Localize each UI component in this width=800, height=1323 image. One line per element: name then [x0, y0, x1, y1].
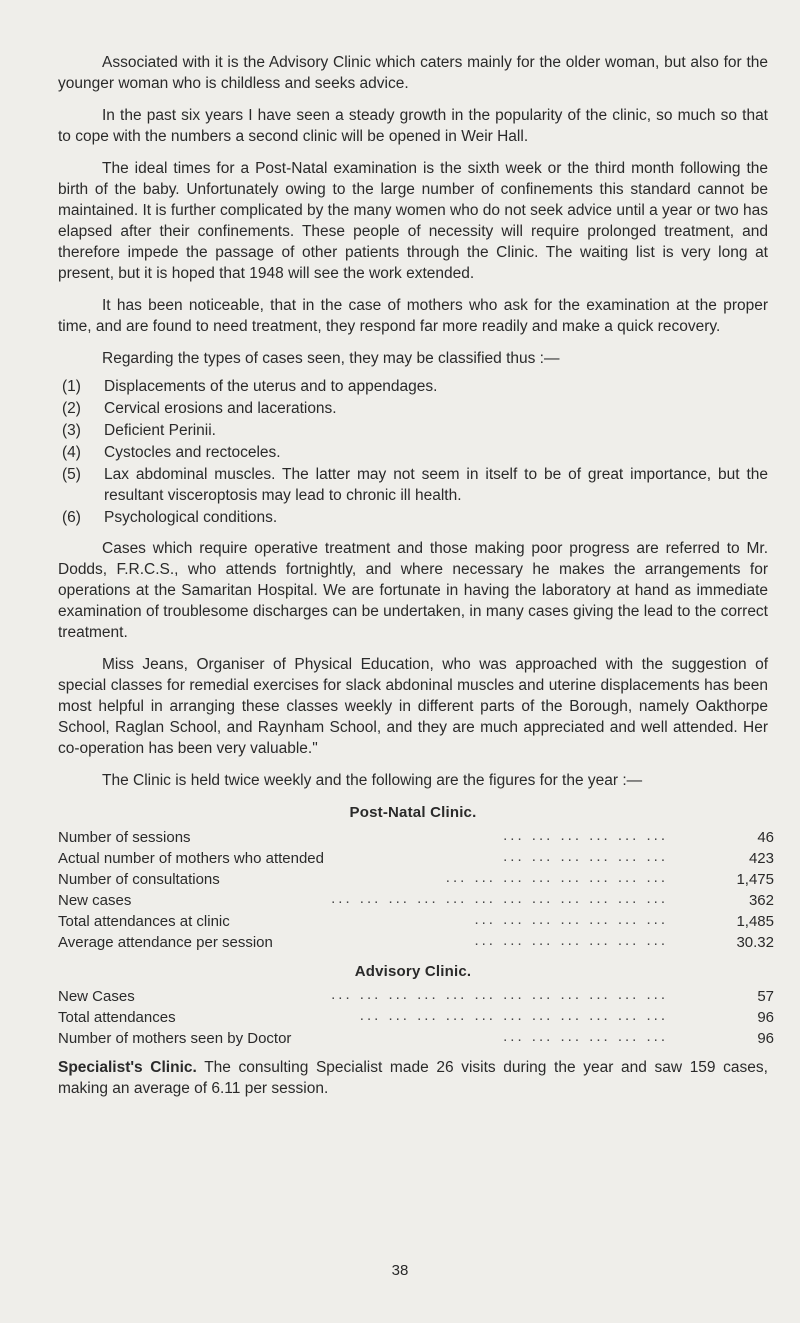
specialist-heading: Specialist's Clinic. [58, 1059, 197, 1076]
table-row: Average attendance per session ... ... ... ... ... ... ... 30.32 [58, 932, 774, 951]
advisory-table [58, 986, 774, 1049]
paragraph-recovery: It has been noticeable, that in the case of mothers who ask for the examination at the proper time, and are found to need treatment, they respond far more readily and make a quick recovery. [58, 297, 768, 335]
list-item: (3) Deficient Perinii. [62, 422, 216, 439]
post-natal-heading: Post-Natal Clinic. [349, 804, 477, 821]
list-item: (5) Lax abdominal muscles. The latter may not seem in itself to be of great importance, but the resultant visceroptosis may lead to chronic ill health. [62, 466, 768, 504]
paragraph-operative-treatment: Cases which require operative treatment and those making poor progress are referred to Mr. Dodds, F.R.C.S., who attends fortnightly, and where necessary he makes the arrangements for operations at the Samaritan Hospital. We are fortunate in having the laboratory at hand as immediate examination of troublesome discharges can be undertaken, in many cases giving the lead to the correct treatment. [58, 540, 768, 641]
paragraph-case-types-intro: Regarding the types of cases seen, they may be classified thus :— [102, 350, 560, 367]
document-page [58, 52, 774, 1099]
page-number: 38 [391, 1262, 409, 1279]
paragraph-physical-education: Miss Jeans, Organiser of Physical Education, who was approached with the suggestion of special classes for remedial exercises for slack abdoninal muscles and uterine displacements has been most helpful in arranging these classes weekly in different parts of the Borough, namely Oakthorpe School, Raglan School, and Raynham School, and they are much appreciated and well attended. Her co-operation has been very valuable." [58, 656, 768, 757]
specialist-text: The consulting Specialist made 26 visits during the year and saw 159 cases, making an average of 6.11 per session. [58, 1059, 768, 1097]
table-row: Total attendances at clinic ... ... ... ... ... ... ... 1,485 [58, 911, 774, 930]
list-item: (1) Displacements of the uterus and to appendages. [62, 378, 438, 395]
table-row: Total attendances ... ... ... ... ... ... ... ... ... ... ... 96 [58, 1007, 774, 1026]
post-natal-table [58, 827, 774, 953]
advisory-heading: Advisory Clinic. [354, 963, 472, 980]
case-types-list [58, 376, 768, 528]
table-row: New cases ... ... ... ... ... ... ... ... ... ... ... ... 362 [58, 890, 774, 909]
paragraph-figures-intro: The Clinic is held twice weekly and the following are the figures for the year :— [102, 772, 643, 789]
paragraph-advisory-clinic: Associated with it is the Advisory Clinic which caters mainly for the older woman, but also for the younger woman who is childless and seeks advice. [58, 54, 768, 92]
paragraph-clinic-growth: In the past six years I have seen a steady growth in the popularity of the clinic, so much so that to cope with the numbers a second clinic will be opened in Weir Hall. [58, 107, 768, 145]
list-item: (2) Cervical erosions and lacerations. [62, 400, 337, 417]
list-item: (4) Cystocles and rectoceles. [62, 444, 281, 461]
table-row: Number of consultations ... ... ... ... ... ... ... ... 1,475 [58, 869, 774, 888]
table-row: Actual number of mothers who attended ... ... ... ... ... ... 423 [58, 848, 774, 867]
list-item: (6) Psychological conditions. [62, 509, 278, 526]
table-row: Number of mothers seen by Doctor ... ... ... ... ... ... 96 [58, 1028, 774, 1047]
paragraph-post-natal-timing: The ideal times for a Post-Natal examination is the sixth week or the third month following the birth of the baby. Unfortunately owing to the large number of confinements this standard cannot be maintained. It is further complicated by the many women who do not seek advice until a year or two has elapsed after their confinements. These people of necessity will require prolonged treatment, and therefore impede the passage of other patients through the Clinic. The waiting list is very long at present, but it is hoped that 1948 will see the work extended. [58, 160, 768, 282]
table-row: New Cases ... ... ... ... ... ... ... ... ... ... ... ... 57 [58, 986, 774, 1005]
specialist-paragraph [58, 1057, 768, 1099]
table-row: Number of sessions ... ... ... ... ... ... 46 [58, 827, 774, 846]
